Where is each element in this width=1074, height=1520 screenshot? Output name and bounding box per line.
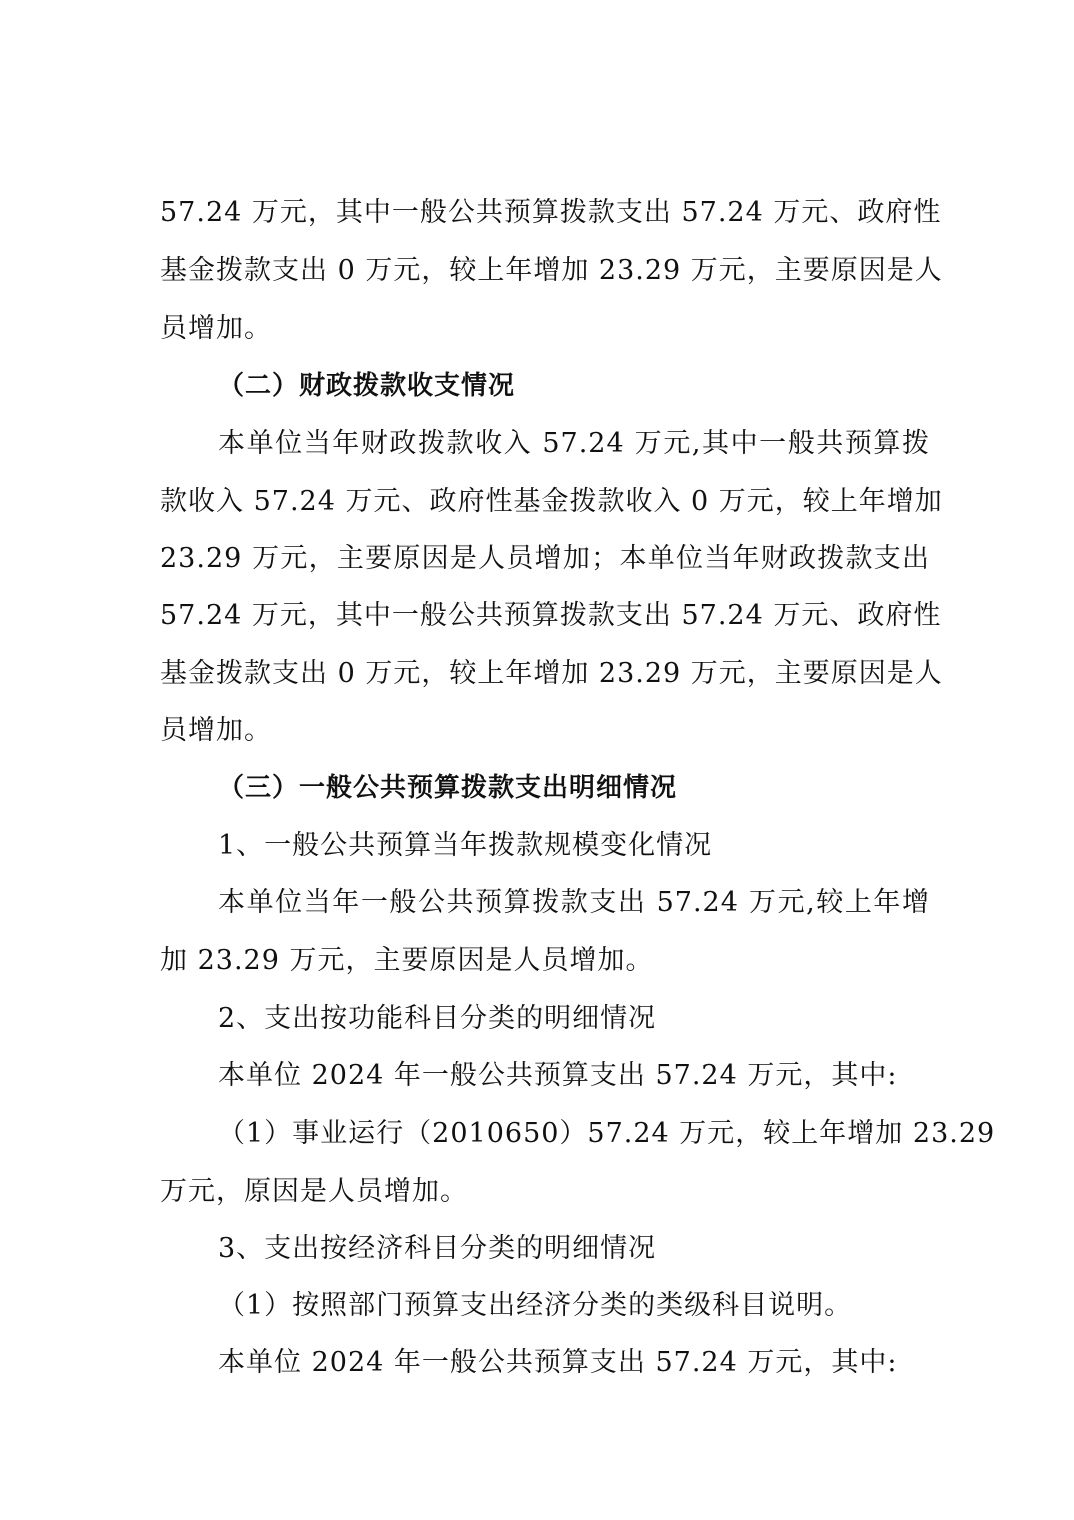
paragraph-line: 23.29 万元，主要原因是人员增加；本单位当年财政拨款支出: [160, 543, 930, 574]
paragraph-line: 员增加。: [160, 313, 272, 344]
paragraph-line: 本单位当年一般公共预算拨款支出 57.24 万元,较上年增: [218, 887, 930, 918]
paragraph-line: （1）事业运行（2010650）57.24 万元，较上年增加 23.29: [218, 1118, 996, 1149]
paragraph-line: 基金拨款支出 0 万元，较上年增加 23.29 万元，主要原因是人: [160, 658, 943, 689]
paragraph-line: 万元，原因是人员增加。: [160, 1176, 468, 1207]
subsection-heading: 2、支出按功能科目分类的明细情况: [218, 1003, 657, 1034]
paragraph-line: 加 23.29 万元，主要原因是人员增加。: [160, 945, 654, 976]
subsection-heading: 3、支出按经济科目分类的明细情况: [218, 1233, 657, 1264]
section-heading: （二）财政拨款收支情况: [218, 371, 516, 401]
subsection-heading: 1、一般公共预算当年拨款规模变化情况: [218, 830, 713, 861]
paragraph-line: 本单位 2024 年一般公共预算支出 57.24 万元，其中:: [218, 1347, 898, 1378]
paragraph-line: 款收入 57.24 万元、政府性基金拨款收入 0 万元，较上年增加: [160, 486, 943, 517]
section-heading: （三）一般公共预算拨款支出明细情况: [218, 773, 678, 803]
paragraph-line: 基金拨款支出 0 万元，较上年增加 23.29 万元，主要原因是人: [160, 255, 943, 286]
paragraph-line: （1）按照部门预算支出经济分类的类级科目说明。: [218, 1290, 853, 1321]
paragraph-line: 57.24 万元，其中一般公共预算拨款支出 57.24 万元、政府性: [160, 197, 942, 228]
paragraph-line: 57.24 万元，其中一般公共预算拨款支出 57.24 万元、政府性: [160, 600, 942, 631]
paragraph-line: 员增加。: [160, 715, 272, 746]
paragraph-line: 本单位 2024 年一般公共预算支出 57.24 万元，其中:: [218, 1060, 898, 1091]
paragraph-line: 本单位当年财政拨款收入 57.24 万元,其中一般共预算拨: [218, 428, 930, 459]
